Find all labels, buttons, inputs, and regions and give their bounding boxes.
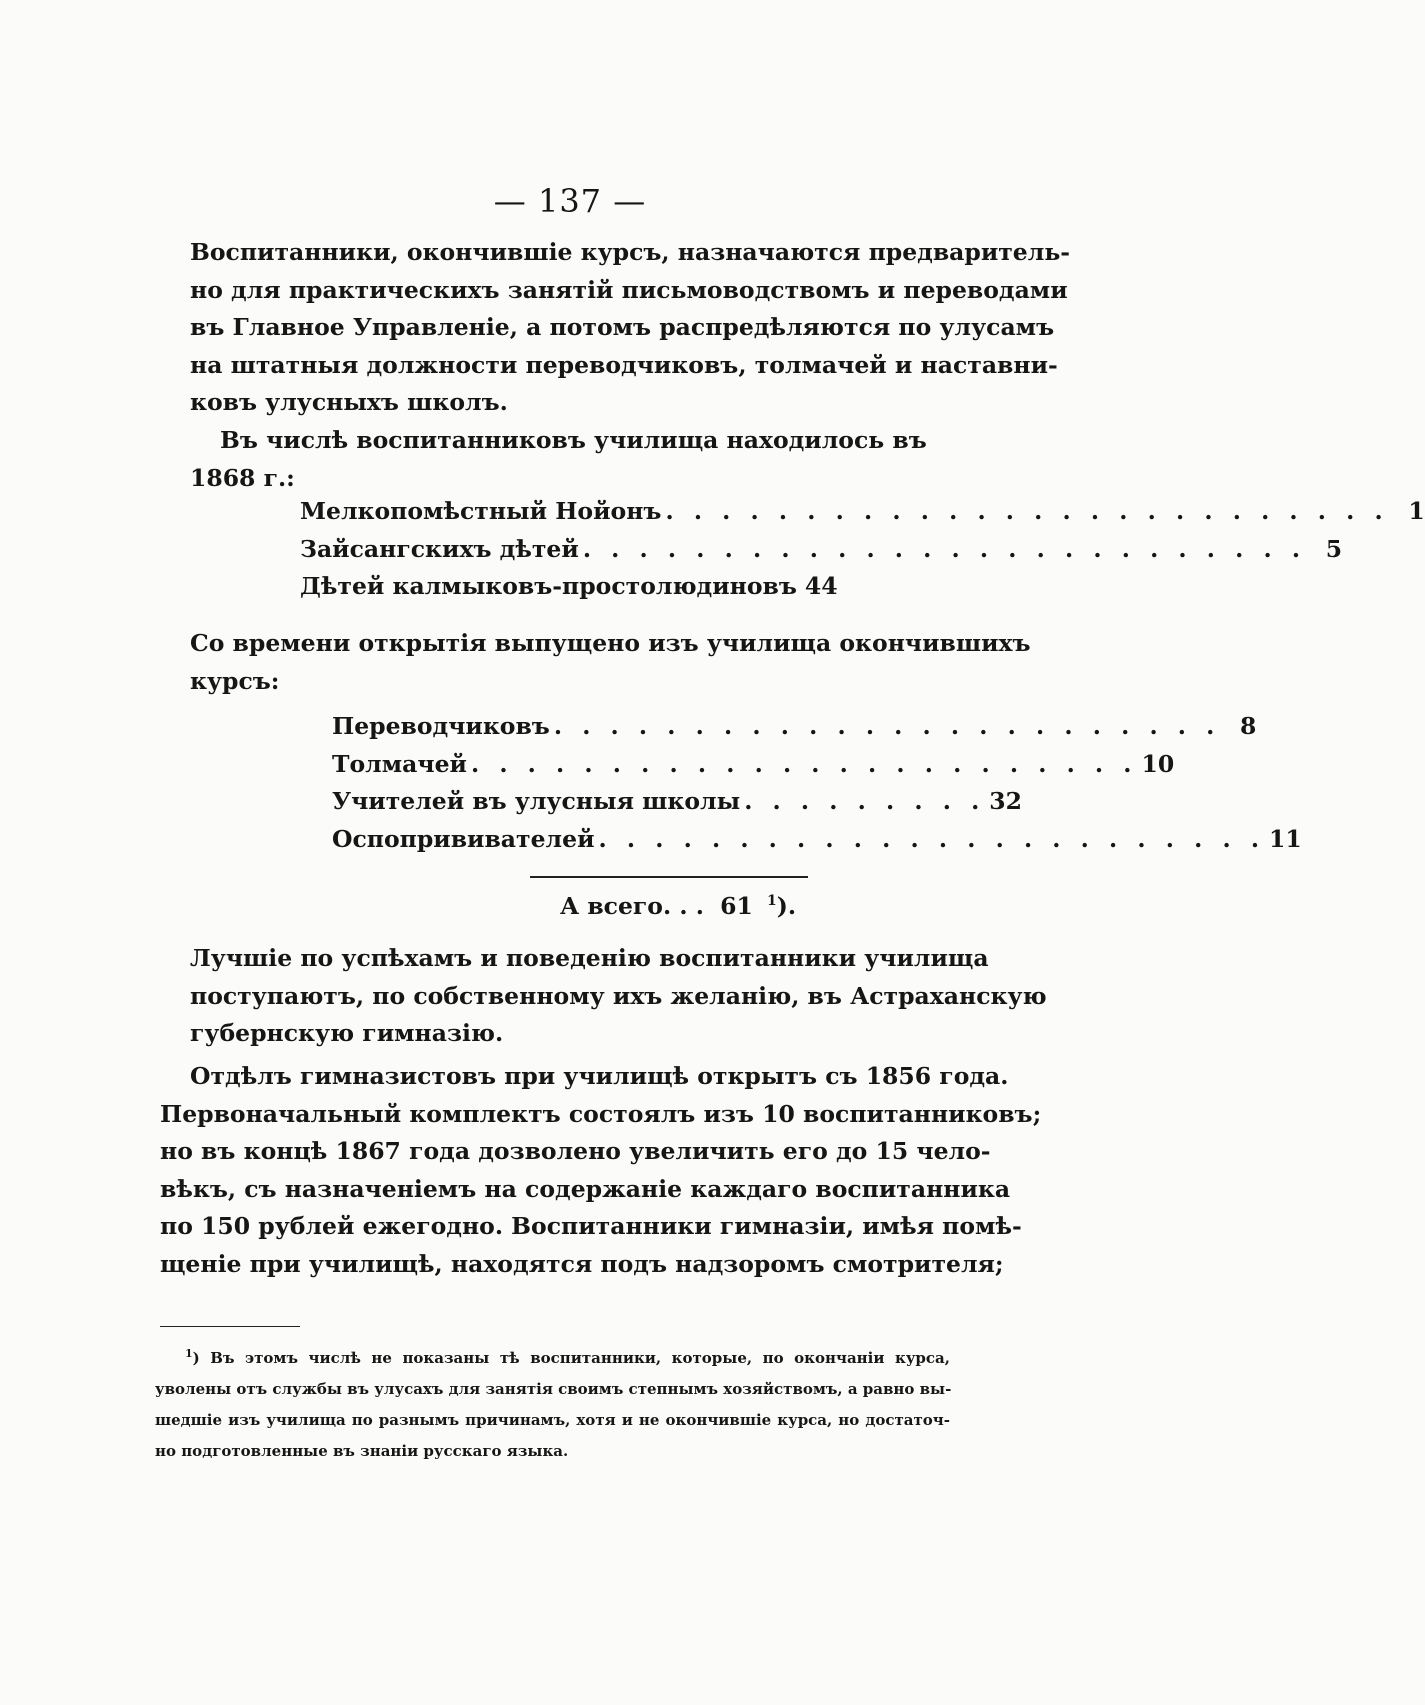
leader-dots: . . . . . . . . . . . . . . . . . . . . . . . . <box>598 824 1266 853</box>
list-item-label: Учителей въ улусныя школы <box>332 787 741 815</box>
text-line: вѣкъ, съ назначеніемъ на содержаніе каждаго воспитанника <box>160 1174 1011 1203</box>
list-item <box>300 531 1343 569</box>
footnote-text: ) Въ этомъ числѣ не показаны тѣ воспитанники, которые, по окончаніи курса, <box>192 1349 950 1367</box>
footnote-line: шедшіе изъ училища по разнымъ причинамъ, хотя и не окончившіе курса, но достаточ- <box>155 1411 950 1429</box>
leader-dots: . . . . . . . . . . . . . . . . . . . . . . . . <box>553 712 1221 740</box>
text-line: Воспитанники, окончившіе курсъ, назначаются предваритель- <box>190 238 1071 266</box>
footnote-reference: 1 <box>766 893 777 910</box>
footnote-divider <box>160 1326 300 1327</box>
text-line: поступаютъ, по собственному ихъ желанію, въ Астраханскую <box>190 981 1047 1010</box>
total-suffix: ). <box>776 892 797 920</box>
list-item-value: 32 <box>989 787 1022 815</box>
page-number: — 137 — <box>493 182 647 220</box>
text-line: въ Главное Управленіе, а потомъ распредѣляются по улусамъ <box>190 313 1055 341</box>
leader-dots: . . . . . . . . . . . . . . . . . . . . . . . . <box>470 749 1138 778</box>
total-label: А всего. . . <box>560 892 704 920</box>
list-item <box>332 783 1022 821</box>
list-item <box>300 568 838 606</box>
list-item-value: 1 <box>1408 497 1425 525</box>
leader-dots: . . . . . . . . . . . . . . . . . . . . . . . . . . <box>582 534 1307 563</box>
list-item-value: 44 <box>804 572 838 600</box>
total-line <box>560 892 796 920</box>
text-line: губернскую гимназію. <box>190 1019 504 1047</box>
list-item-label: Зайсангскихъ дѣтей <box>300 534 579 563</box>
footnote <box>155 1338 950 1467</box>
text-line: курсъ: <box>190 666 280 695</box>
footnote-line: уволены отъ службы въ улусахъ для занятія своимъ степнымъ хозяйствомъ, а равно вы- <box>155 1380 952 1398</box>
paragraph-4 <box>190 940 1047 1053</box>
text-line: Со времени открытія выпущено изъ училища окончившихъ <box>190 629 1031 657</box>
list-item-label: Толмачей <box>332 749 467 778</box>
list-item-label: Оспопрививателей <box>332 824 595 853</box>
graduates-list <box>332 708 1302 858</box>
total-value: 61 <box>720 892 753 920</box>
list-item-value: 8 <box>1240 712 1257 740</box>
list-item <box>332 746 1175 784</box>
list-item <box>300 493 1425 531</box>
text-line: но для практическихъ занятій письмоводствомъ и переводами <box>190 275 1068 304</box>
paragraph-5 <box>160 1058 1042 1283</box>
paragraph-3 <box>190 625 1031 700</box>
list-item-label: Дѣтей калмыковъ-простолюдиновъ <box>300 572 797 600</box>
total-divider <box>530 876 808 878</box>
text-line: Въ числѣ воспитанниковъ училища находилось въ 1868 г.: <box>190 426 927 492</box>
list-item-value: 5 <box>1325 534 1343 563</box>
list-item <box>332 821 1302 859</box>
leader-dots: . . . . . . . . . . . . . . . . . . . . . . . . . . <box>665 497 1389 525</box>
paragraph-2 <box>190 422 950 497</box>
text-line: Отдѣлъ гимназистовъ при училищѣ открытъ съ 1856 года. <box>190 1062 1009 1090</box>
list-item <box>332 708 1257 746</box>
text-line: по 150 рублей ежегодно. Воспитанники гимназіи, имѣя помѣ- <box>160 1212 1022 1240</box>
paragraph-1 <box>190 234 1071 422</box>
text-line: щеніе при училищѣ, находятся подъ надзоромъ смотрителя; <box>160 1249 1004 1278</box>
list-item-value: 11 <box>1269 824 1302 853</box>
text-line: Лучшіе по успѣхамъ и поведенію воспитанники училища <box>190 944 989 972</box>
text-line: Первоначальный комплектъ состоялъ изъ 10 воспитанниковъ; <box>160 1099 1042 1128</box>
list-item-value: 10 <box>1141 749 1175 778</box>
footnote-line <box>155 1338 950 1374</box>
footnote-line: но подготовленные въ знаніи русскаго языка. <box>155 1442 569 1460</box>
leader-dots: . . . . . . . . . <box>744 787 986 815</box>
list-item-label: Переводчиковъ <box>332 712 550 740</box>
footnote-mark: 1 <box>185 1347 193 1360</box>
text-line: на штатныя должности переводчиковъ, толмачей и наставни- <box>190 350 1058 379</box>
text-line: но въ концѣ 1867 года дозволено увеличить его до 15 чело- <box>160 1137 991 1165</box>
text-line: ковъ улусныхъ школъ. <box>190 388 508 416</box>
list-item-label: Мелкопомѣстный Нойонъ <box>300 497 662 525</box>
students-list <box>300 493 1425 606</box>
